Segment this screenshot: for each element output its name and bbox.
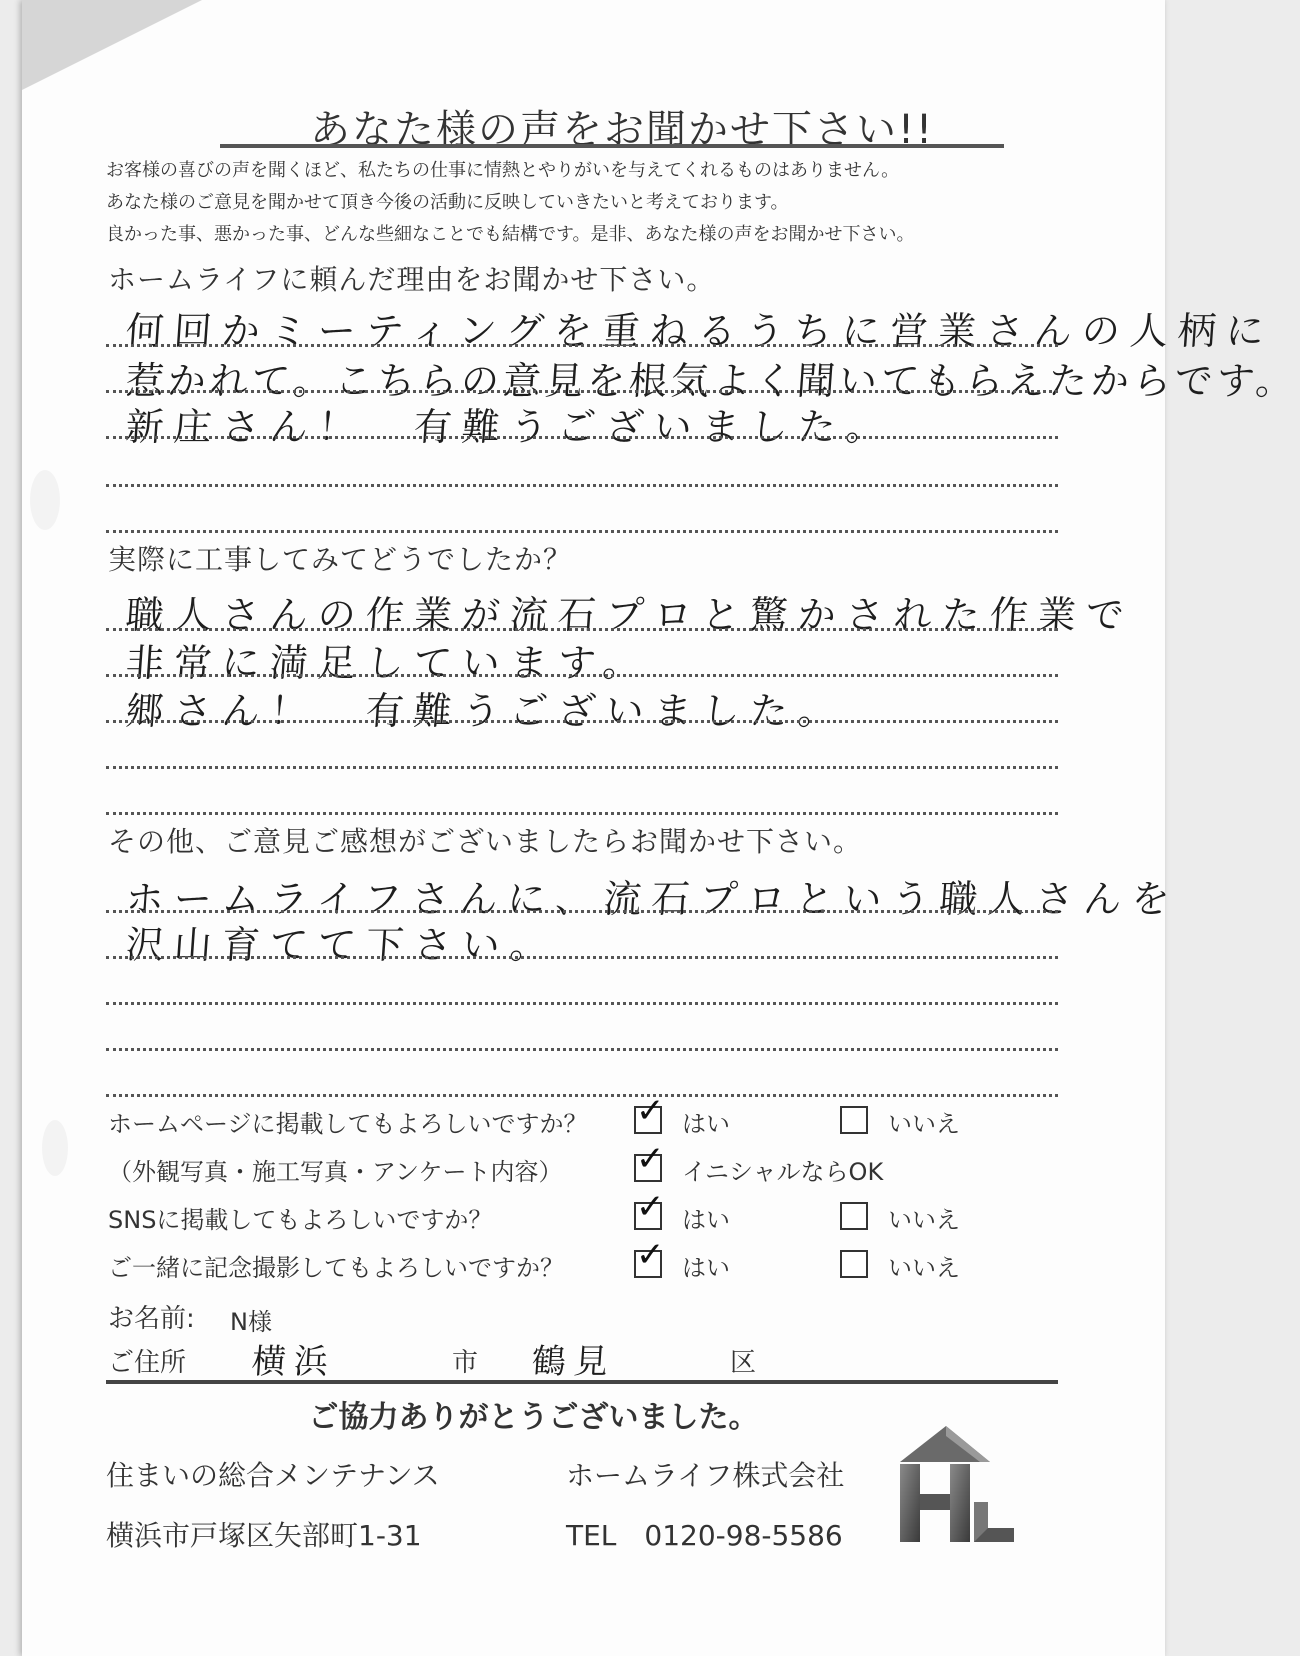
answer-rule <box>106 766 1058 769</box>
company-tel: TEL 0120-98-5586 <box>566 1519 843 1552</box>
check-mark-icon: ✓ <box>636 1091 665 1131</box>
sns-yes-label: はい <box>682 1206 730 1234</box>
intro-line: あなた様のご意見を聞かせて頂き今後の活動に反映していきたいと考えております。 <box>106 192 789 213</box>
answer-rule <box>106 530 1058 533</box>
address-city-suffix: 市 <box>452 1348 479 1378</box>
answer-rule <box>106 628 1058 631</box>
answer-rule <box>106 720 1058 723</box>
folded-corner <box>22 0 202 90</box>
company-tagline: 住まいの総合メンテナンス <box>106 1459 440 1492</box>
handwritten-answer-line: 非常に満足しています。 <box>124 641 653 685</box>
check-mark-icon: ✓ <box>636 1139 665 1179</box>
photo-no-checkbox[interactable] <box>840 1250 868 1278</box>
company-name: ホームライフ株式会社 <box>566 1459 845 1492</box>
answer-rule <box>106 436 1058 439</box>
address-ward-value: 鶴見 <box>530 1342 618 1382</box>
handwritten-answer-line: 郷さん！ 有難うございました。 <box>124 689 848 733</box>
homepage-consent-question: ホームページに掲載してもよろしいですか？ <box>108 1110 588 1138</box>
section-heading-experience: 実際に工事してみてどうでしたか？ <box>108 543 573 576</box>
name-label: お名前: <box>108 1304 195 1334</box>
title-underline <box>220 144 1004 148</box>
photo-no-label: いいえ <box>888 1254 960 1282</box>
footer-divider <box>106 1380 1058 1384</box>
handwritten-answer-line: ホームライフさんに、流石プロという職人さんを <box>124 877 1182 921</box>
survey-sheet <box>22 0 1300 1656</box>
address-ward-suffix: 区 <box>730 1348 757 1378</box>
handwritten-answer-line: 職人さんの作業が流石プロと驚かされた作業で <box>124 593 1136 637</box>
answer-rule <box>106 1002 1058 1005</box>
sns-no-checkbox[interactable] <box>840 1202 868 1230</box>
answer-rule <box>106 484 1058 487</box>
answer-rule <box>106 812 1058 815</box>
answer-rule <box>106 674 1058 677</box>
homepage-no-label: いいえ <box>888 1110 960 1138</box>
homepage-yes-label: はい <box>682 1110 730 1138</box>
photo-yes-label: はい <box>682 1254 730 1282</box>
paper-stain <box>42 1120 68 1176</box>
intro-line: 良かった事、悪かった事、どんな些細なことでも結構です。是非、あなた様の声をお聞かせ下さい。 <box>106 224 915 245</box>
handwritten-answer-line: 惹かれて。こちらの意見を根気よく聞いてもらえたからです。 <box>124 359 1300 403</box>
answer-rule <box>106 1094 1058 1097</box>
intro-line: お客様の喜びの声を聞くほど、私たちの仕事に情熱とやりがいを与えてくれるものはありません。 <box>106 160 900 181</box>
company-address: 横浜市戸塚区矢部町1-31 <box>106 1519 422 1552</box>
section-heading-reason: ホームライフに頼んだ理由をお聞かせ下さい。 <box>108 263 716 296</box>
homelife-logo-icon <box>890 1422 1018 1546</box>
paper-stain <box>30 470 60 530</box>
answer-rule <box>106 910 1058 913</box>
sns-no-label: いいえ <box>888 1206 960 1234</box>
answer-rule <box>106 344 1058 347</box>
initial-ok-label: イニシャルならOK <box>682 1158 884 1186</box>
check-mark-icon: ✓ <box>636 1235 665 1275</box>
photo-consent-question: ご一緒に記念撮影してもよろしいですか？ <box>108 1254 564 1282</box>
page-title: あなた様の声をお聞かせ下さい!! <box>309 107 935 153</box>
address-city-value: 横浜 <box>250 1342 338 1382</box>
homepage-no-checkbox[interactable] <box>840 1106 868 1134</box>
address-label: ご住所 <box>108 1348 187 1378</box>
handwritten-answer-line: 何回かミーティングを重ねるうちに営業さんの人柄に <box>124 309 1276 353</box>
photo-content-note: （外観写真・施工写真・アンケート内容） <box>108 1158 563 1186</box>
answer-rule <box>106 1048 1058 1051</box>
answer-rule <box>106 390 1058 393</box>
check-mark-icon: ✓ <box>636 1187 665 1227</box>
handwritten-answer-line: 新庄さん！ 有難うございました。 <box>124 405 896 449</box>
section-heading-other: その他、ご意見ご感想がございましたらお聞かせ下さい。 <box>108 825 863 858</box>
sns-consent-question: SNSに掲載してもよろしいですか？ <box>108 1206 493 1234</box>
answer-rule <box>106 956 1058 959</box>
thanks-message: ご協力ありがとうございました。 <box>308 1400 759 1435</box>
name-value: N様 <box>230 1308 272 1336</box>
handwritten-answer-line: 沢山育てて下さい。 <box>124 923 560 967</box>
